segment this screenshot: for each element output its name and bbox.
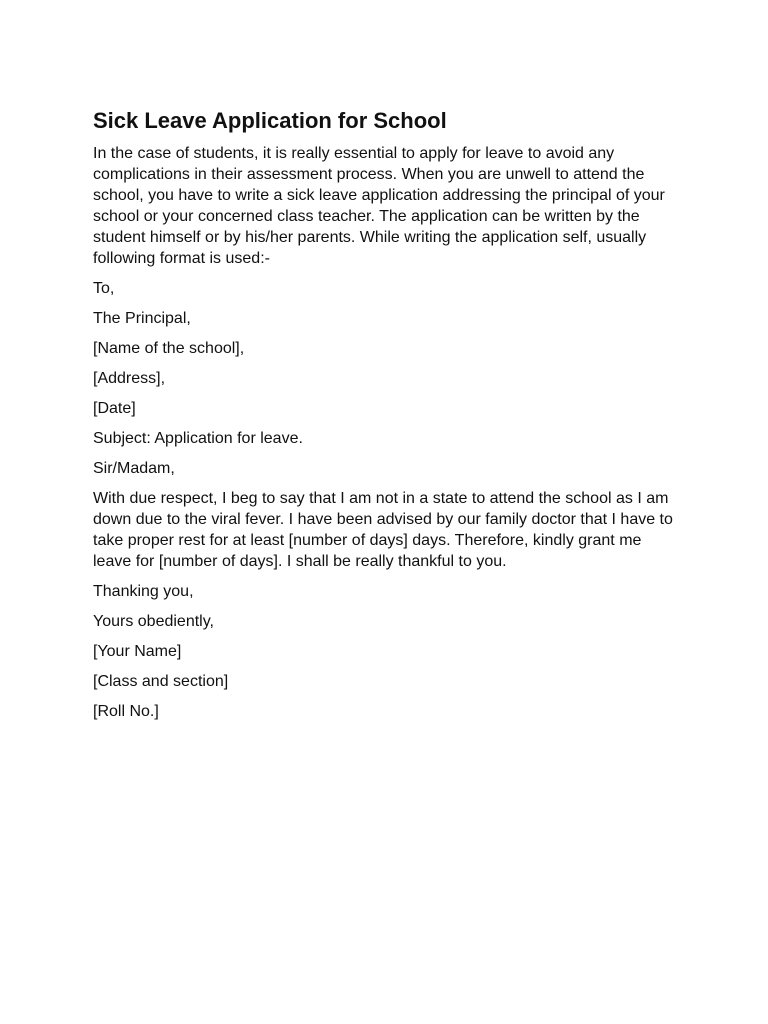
recipient-to: To, — [93, 280, 115, 297]
letter-subject: Subject: Application for leave. — [93, 430, 303, 447]
document-page — [93, 107, 683, 731]
recipient-title: The Principal, — [93, 310, 191, 327]
recipient-address: [Address], — [93, 370, 166, 387]
sender-name: [Your Name] — [93, 643, 182, 660]
letter-date: [Date] — [93, 400, 136, 417]
recipient-school: [Name of the school], — [93, 340, 245, 357]
letter-body: With due respect, I beg to say that I am not in a state to attend the school as I am down due to the viral fever. I have been advised by our family doctor that I have to take proper rest for at least [number of days] days. Therefore, kindly grant me leave for [number of days]. I shall be really thankful to you. — [93, 490, 673, 570]
intro-paragraph: In the case of students, it is really essential to apply for leave to avoid any complications in their assessment process. When you are unwell to attend the school, you have to write a sick leave application addressing the principal of your school or your concerned class teacher. The application can be written by the student himself or by his/her parents. While writing the application self, usually following format is used:- — [93, 145, 665, 267]
document-title: Sick Leave Application for School — [93, 108, 447, 133]
sender-class-section: [Class and section] — [93, 673, 229, 690]
letter-closing: Yours obediently, — [93, 613, 214, 630]
sender-roll-no: [Roll No.] — [93, 703, 159, 720]
letter-salutation: Sir/Madam, — [93, 460, 175, 477]
letter-thanking: Thanking you, — [93, 583, 194, 600]
